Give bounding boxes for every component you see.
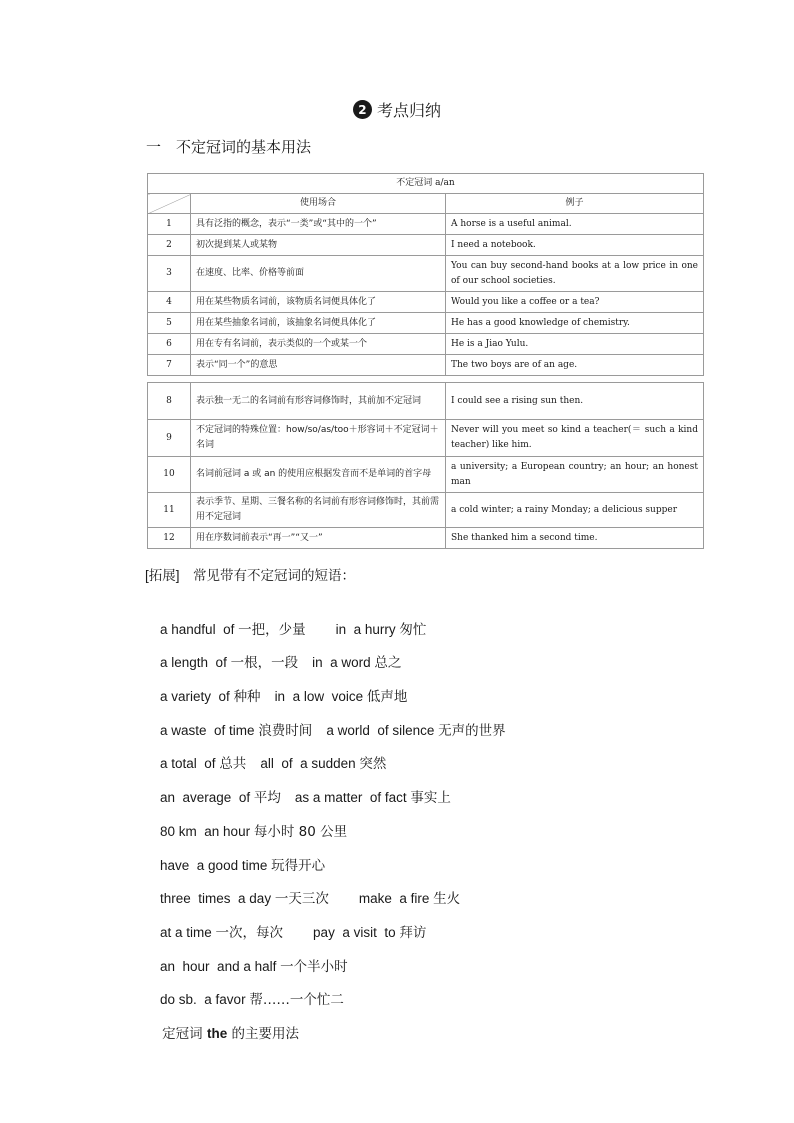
extension-title: [拓展] 常见带有不定冠词的短语： <box>145 568 356 583</box>
example-cell: Never will you meet so kind a teacher(＝ such a kind teacher) like him. <box>446 420 704 457</box>
phrase-zh: 每小时 80 公里 <box>253 823 348 840</box>
next-section-prefix: 定冠词 <box>162 1025 207 1042</box>
table-row <box>148 493 704 528</box>
next-section-word: the <box>206 1025 228 1041</box>
phrase-en: a waste of time <box>160 722 259 738</box>
phrase-en: an hour and a half <box>160 958 281 974</box>
phrase-en: pay a visit to <box>313 924 400 940</box>
phrase-en: have a good time <box>160 857 272 873</box>
phrase-en: an average of <box>160 790 254 806</box>
phrase-en: a world of silence <box>326 722 439 738</box>
example-cell: She thanked him a second time. <box>446 528 704 549</box>
phrase-en: a total of <box>160 756 220 772</box>
table-row <box>148 457 704 493</box>
row-number: 12 <box>148 528 191 549</box>
article-usage-table-continued <box>147 382 704 549</box>
row-number: 5 <box>148 313 191 334</box>
example-cell: A horse is a useful animal. <box>446 214 704 235</box>
phrase-zh: 生火 <box>433 891 461 908</box>
section-heading <box>0 98 794 121</box>
table-row <box>148 256 704 292</box>
phrase-en: do sb. a favor <box>160 992 250 1008</box>
usage-cell: 表示独一无二的名词前有形容词修饰时，其前加不定冠词 <box>191 383 446 420</box>
row-number: 7 <box>148 355 191 376</box>
example-cell: Would you like a coffee or a tea? <box>446 292 704 313</box>
row-number: 4 <box>148 292 191 313</box>
table-row <box>148 313 704 334</box>
usage-cell: 不定冠词的特殊位置：how/so/as/too＋形容词＋不定冠词＋名词 <box>191 420 446 457</box>
row-number: 1 <box>148 214 191 235</box>
usage-cell: 名词前冠词 a 或 an 的使用应根据发音而不是单词的首字母 <box>191 457 446 493</box>
phrase-zh: 拜访 <box>399 924 427 941</box>
phrase-zh: 帮……一个忙二 <box>249 992 344 1009</box>
example-cell: He is a Jiao Yulu. <box>446 334 704 355</box>
row-number: 11 <box>148 493 191 528</box>
example-cell: a university; a European country; an hour; an honest man <box>446 457 704 493</box>
phrase-zh: 突然 <box>359 756 387 773</box>
phrase-line <box>145 600 745 638</box>
phrase-zh: 低声地 <box>366 689 408 706</box>
row-number: 8 <box>148 383 191 420</box>
usage-cell: 初次提到某人或某物 <box>191 235 446 256</box>
phrase-en: in a hurry <box>335 621 400 637</box>
example-cell: I need a notebook. <box>446 235 704 256</box>
phrase-en: 80 km an hour <box>160 823 254 839</box>
next-section-suffix: 的主要用法 <box>227 1025 300 1042</box>
phrase-en: make a fire <box>358 891 434 907</box>
example-cell: He has a good knowledge of chemistry. <box>446 313 704 334</box>
example-cell: I could see a rising sun then. <box>446 383 704 420</box>
phrase-en: as a matter of fact <box>294 790 411 806</box>
phrase-zh: 总共 <box>219 756 247 773</box>
usage-cell: 具有泛指的概念，表示“一类”或“其中的一个” <box>191 214 446 235</box>
phrase-zh: 玩得开心 <box>271 857 326 874</box>
row-number: 3 <box>148 256 191 292</box>
table-row <box>148 383 704 420</box>
phrase-en: three times a day <box>160 891 275 907</box>
table-row <box>148 420 704 457</box>
table-row <box>148 355 704 376</box>
table-row <box>148 292 704 313</box>
heading-number-badge: 2 <box>353 100 372 119</box>
phrase-en: at a time <box>160 924 216 940</box>
usage-cell: 用在序数词前表示“再一”“又一” <box>191 528 446 549</box>
phrase-en: a handful of <box>160 621 239 637</box>
table-caption: 不定冠词 a/an <box>148 174 704 194</box>
phrase-en: a variety of <box>160 689 234 705</box>
phrase-en: in a low voice <box>274 689 367 705</box>
phrase-en: a length of <box>160 655 231 671</box>
usage-cell: 表示“同一个”的意思 <box>191 355 446 376</box>
usage-cell: 在速度、比率、价格等前面 <box>191 256 446 292</box>
example-cell: The two boys are of an age. <box>446 355 704 376</box>
phrase-zh: 一根，一段 <box>230 655 299 672</box>
phrase-zh: 无声的世界 <box>438 722 506 739</box>
usage-cell: 用在某些物质名词前，该物质名词便具体化了 <box>191 292 446 313</box>
phrase-zh: 平均 <box>253 790 281 807</box>
phrase-zh: 事实上 <box>410 790 451 807</box>
table-row <box>148 334 704 355</box>
phrase-en: all of a sudden <box>260 756 360 772</box>
extension-section <box>145 566 745 1042</box>
phrase-zh: 一个半小时 <box>280 958 348 975</box>
phrase-zh: 一把，少量 <box>238 621 306 638</box>
article-usage-table <box>147 173 704 376</box>
column-header-usage: 使用场合 <box>191 194 446 214</box>
table-row <box>148 235 704 256</box>
phrase-zh: 总之 <box>374 655 402 672</box>
heading-text: 考点归纳 <box>376 101 441 120</box>
row-number: 2 <box>148 235 191 256</box>
phrase-zh: 匆忙 <box>399 621 427 638</box>
phrase-en: in a word <box>312 655 375 671</box>
phrase-zh: 一天三次 <box>274 891 329 908</box>
phrase-zh: 种种 <box>233 689 261 706</box>
row-number: 6 <box>148 334 191 355</box>
column-header-example: 例子 <box>446 194 704 214</box>
table-row <box>148 214 704 235</box>
usage-cell: 用在某些抽象名词前，该抽象名词便具体化了 <box>191 313 446 334</box>
example-cell: You can buy second-hand books at a low price in one of our school societies. <box>446 256 704 292</box>
row-number: 9 <box>148 420 191 457</box>
header-diagonal-cell <box>148 194 191 214</box>
table-row <box>148 528 704 549</box>
phrase-zh: 一次，每次 <box>215 924 284 941</box>
section-title: 一 不定冠词的基本用法 <box>146 138 312 156</box>
row-number: 10 <box>148 457 191 493</box>
phrase-zh: 浪费时间 <box>258 722 313 739</box>
usage-cell: 表示季节、星期、三餐名称的名词前有形容词修饰时，其前需用不定冠词 <box>191 493 446 528</box>
example-cell: a cold winter; a rainy Monday; a delicious supper <box>446 493 704 528</box>
usage-cell: 用在专有名词前，表示类似的一个或某一个 <box>191 334 446 355</box>
